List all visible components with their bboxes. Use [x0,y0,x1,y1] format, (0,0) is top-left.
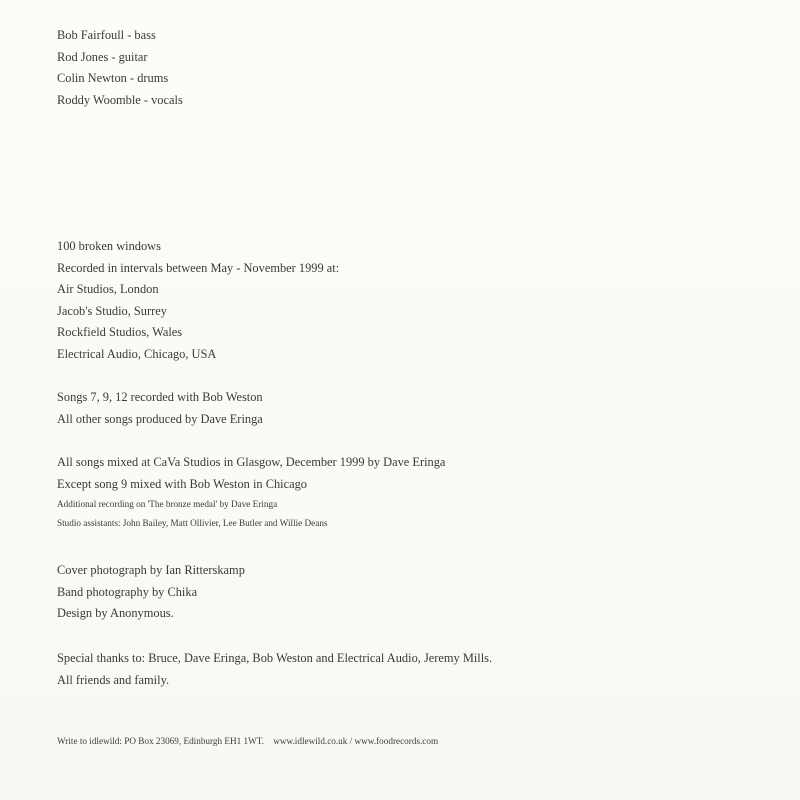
recording-credits [57,236,339,365]
production-line: Songs 7, 9, 12 recorded with Bob Weston [57,390,263,404]
studio-line: Air Studios, London [57,282,159,296]
lineup-line: Colin Newton - drums [57,71,169,85]
mixing-line: Except song 9 mixed with Bob Weston in Chicago [57,476,308,491]
album-title: 100 broken windows [57,239,161,253]
mixing-note: Additional recording on 'The bronze medal' by Dave Eringa [57,499,278,509]
mixing-credits [57,452,445,533]
artwork-credits [57,560,245,625]
mixing-line: All songs mixed at CaVa Studios in Glasgow, December 1999 by Dave Eringa [57,455,446,469]
special-thanks [57,648,492,691]
production-credits [57,387,263,430]
artwork-line: Cover photograph by Ian Ritterskamp [57,563,245,577]
studio-line: Jacob's Studio, Surrey [57,303,167,318]
artwork-line: Band photography by Chika [57,584,198,599]
thanks-line: All friends and family. [57,672,170,687]
artwork-line: Design by Anonymous. [57,606,174,620]
lineup-line: Rod Jones - guitar [57,49,148,64]
mixing-note: Studio assistants: John Bailey, Matt Ollivier, Lee Butler and Willie Deans [57,518,328,528]
lineup-line: Bob Fairfoull - bass [57,28,156,42]
lineup-line: Roddy Woomble - vocals [57,92,183,107]
studio-line: Rockfield Studios, Wales [57,325,183,339]
band-lineup [57,25,183,111]
thanks-line: Special thanks to: Bruce, Dave Eringa, Bob Weston and Electrical Audio, Jeremy Mills. [57,651,493,665]
contact-footer: Write to idlewild: PO Box 23069, Edinburgh EH1 1WT. www.idlewild.co.uk / www.foodrecords.com [57,736,439,746]
production-line: All other songs produced by Dave Eringa [57,411,263,426]
studio-line: Electrical Audio, Chicago, USA [57,346,217,361]
recording-line: Recorded in intervals between May - November 1999 at: [57,260,340,275]
